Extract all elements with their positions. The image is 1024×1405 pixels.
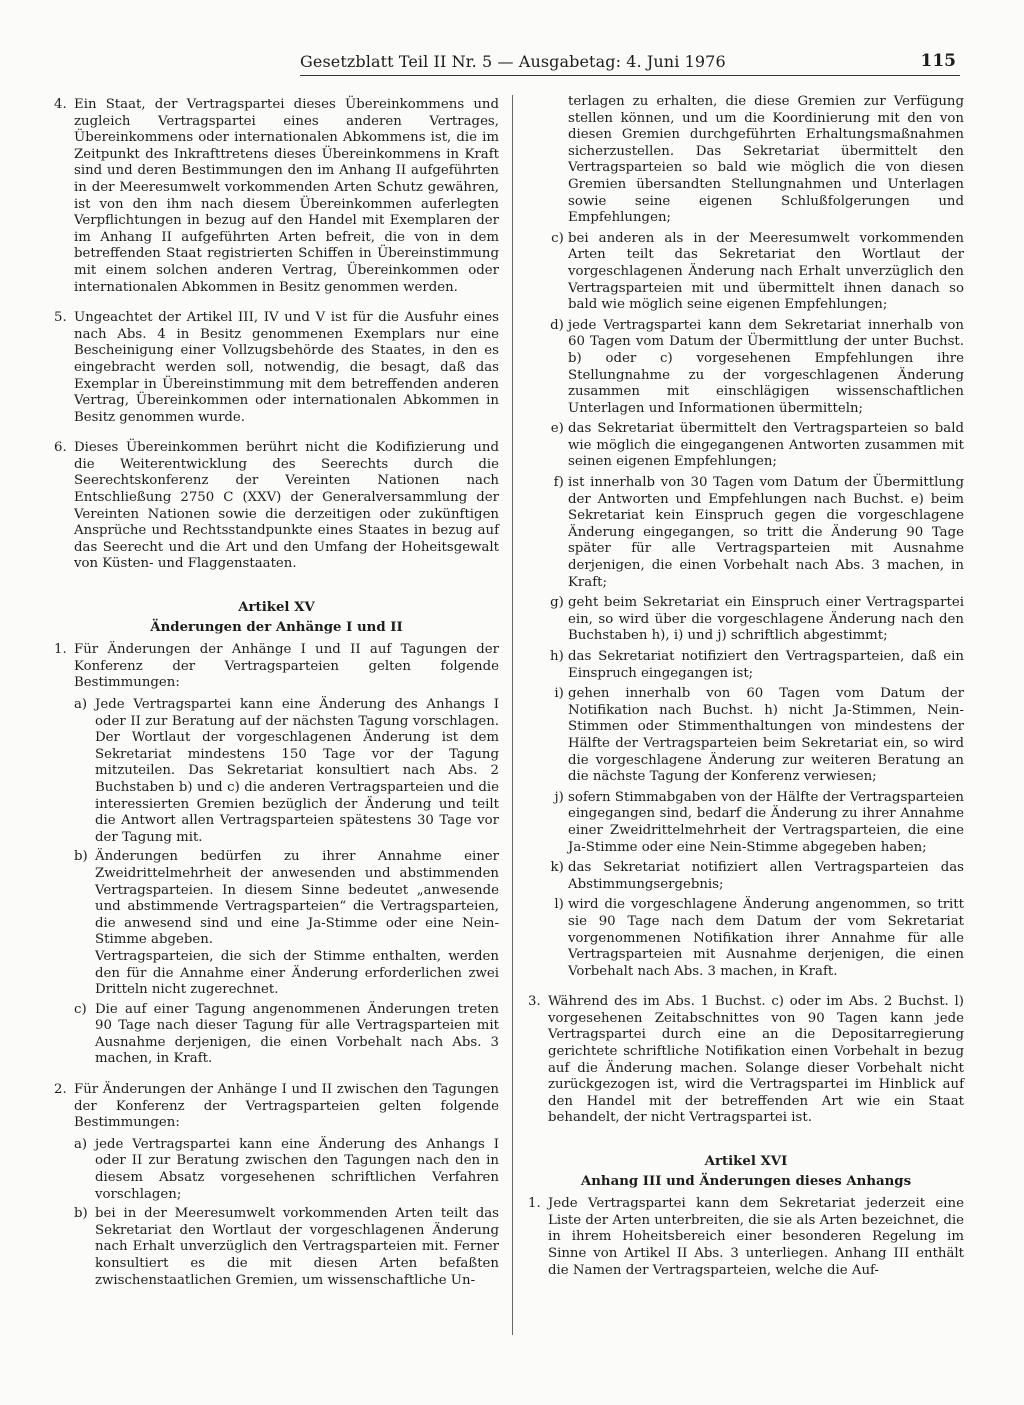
page-number: 115 (920, 51, 956, 71)
item-2i: i) gehen innerhalb von 60 Tagen vom Datum der Notifikation nach Buchst. h) nicht Ja-Stimmen, Nein-Stimmen oder Stimmenthaltungen von mindestens der Hälfte der Vertragsparteien beim Sekretariat ein, so wird die vorgeschlagene Änderung zur weiteren Beratung an die nächste Tagung der Konferenz verwiesen; (554, 686, 964, 785)
item-2c: c) bei anderen als in der Meeresumwelt vorkommenden Arten teilt das Sekretariat den Wortlaut der vorgeschlagenen Änderung nach Erhalt unverzüglich den Vertragsparteien mit und übermittelt ihnen danach so bald wie möglich seine eigenen Empfehlungen; (551, 230, 964, 313)
item-1a: a) Jede Vertragspartei kann eine Änderung des Anhangs I oder II zur Beratung auf der nächsten Tagung vorschlagen. Der Wortlaut der vorgeschlagenen Änderung ist dem Sekretariat mindestens 150 Tage vor der Tagung mitzuteilen. Das Sekretariat konsultiert nach Abs. 2 Buchstaben b) und c) die anderen Vertragsparteien und die interessierten Gremien bezüglich der Änderung und teilt die Antwort allen Vertragsparteien spätestens 30 Tage vor der Tagung mit. (74, 697, 499, 845)
item-1c: c) Die auf einer Tagung angenommenen Änderungen treten 90 Tage nach dieser Tagung für alle Vertragsparteien mit Ausnahme derjenigen, die einen Vorbehalt nach Abs. 3 machen, in Kraft. (74, 1001, 499, 1067)
item-2g: g) geht beim Sekretariat ein Einspruch einer Vertragspartei ein, so wird über die vorgeschlagene Änderung nach den Buchstaben h), i) und j) schriftlich abgestimmt; (550, 595, 964, 644)
article-15-subtitle: Änderungen der Anhänge I und II (150, 619, 403, 635)
item-2h: h) das Sekretariat notifiziert den Vertragsparteien, daß ein Einspruch eingegangen ist; (550, 649, 964, 681)
item-2k: k) das Sekretariat notifiziert allen Vertragsparteien das Abstimmungsergebnis; (550, 860, 964, 892)
item-2j: j) sofern Stimmabgaben von der Hälfte der Vertragsparteien eingegangen sind, bedarf die Änderung zu ihrer Annahme einer Zweidrittelmehrheit der Vertragsparteien, die eine Ja-Stimme oder eine Nein-Stimme abgegeben haben; (554, 789, 964, 855)
article-15-paragraph-1: 1. Für Änderungen der Anhänge I und II auf Tagungen der Konferenz der Vertragsparteien gelten folgende Bestimmungen: (54, 642, 499, 691)
header-title: Gesetzblatt Teil II Nr. 5 — Ausgabetag: 4. Juni 1976 (300, 52, 726, 71)
item-2f: f) ist innerhalb von 30 Tagen vom Datum der Übermittlung der Antworten und Empfehlungen nach Buchst. e) beim Sekretariat kein Einspruch gegen die vorgeschlagene Änderung eingegangen, so tritt die Änderung 90 Tage später für alle Vertragsparteien mit Ausnahme derjenigen, die einen Vorbehalt nach Abs. 3 machen, in Kraft; (553, 475, 964, 590)
column-divider (512, 95, 513, 1335)
item-1b: b) Änderungen bedürfen zu ihrer Annahme einer Zweidrittelmehrheit der anwesenden und abstimmenden Vertragsparteien. In diesem Sinne bedeutet „anwesende und abstimmende Vertragsparteien“ die Vertragsparteien, die anwesend sind und eine Ja-Stimme oder eine Nein-Stimme abgeben. (74, 849, 499, 948)
paragraph-4: 4. Ein Staat, der Vertragspartei dieses Übereinkommens und zugleich Vertragspartei eines anderen Vertrages, Übereinkommens oder internationalen Abkommens ist, die im Zeitpunkt des Inkrafttretens dieses Übereinkommens in Kraft sind und deren Bestimmungen den im Anhang II aufgeführten in der Meeresumwelt vorkommenden Arten Schutz gewähren, ist von den ihm nach diesem Übereinkommen auferlegten Verpflichtungen in bezug auf den Handel mit Exemplaren der im Anhang II aufgeführten Arten befreit, die von in dem betreffenden Staat registrierten Schiffen in Übereinstimmung mit einem solchen anderen Vertrag, Übereinkommen oder internationalen Abkommen in Besitz genommen werden. (54, 97, 499, 295)
item-2e: e) das Sekretariat übermittelt den Vertragsparteien so bald wie möglich die eingegangenen Antworten zusammen mit seinen eigenen Empfehlungen; (550, 421, 964, 470)
paragraph-5: 5. Ungeachtet der Artikel III, IV und V ist für die Ausfuhr eines nach Abs. 4 in Besitz genommenen Exemplars nur eine Bescheinigung einer Vollzugsbehörde des Staates, in den es eingebracht werden soll, notwendig, die besagt, daß das Exemplar in Übereinstimmung mit dem betreffenden anderen Vertrag, Übereinkommen oder internationalen Abkommen in Besitz genommen wurde. (54, 310, 499, 425)
left-column (54, 94, 499, 1289)
item-2a: a) jede Vertragspartei kann eine Änderung des Anhangs I oder II zur Beratung zwischen den Tagungen nach den in diesem Absatz vorgesehenen schriftlichen Verfahren vorschlagen; (74, 1136, 499, 1202)
item-1b-continuation: Vertragsparteien, die sich der Stimme enthalten, werden den für die Annahme einer Änderung erforderlichen zwei Dritteln nicht zugerechnet. (95, 948, 499, 998)
article-16-subtitle: Anhang III und Änderungen dieses Anhangs (580, 1173, 912, 1189)
page-header (300, 49, 960, 76)
paragraph-6: 6. Dieses Übereinkommen berührt nicht die Kodifizierung und die Weiterentwicklung des Seerechts durch die Seerechtskonferenz der Vereinten Nationen nach Entschließung 2750 C (XXV) der Generalversammlung der Vereinten Nationen sowie die derzeitigen oder zukünftigen Ansprüche und Rechtsstandpunkte eines Staates in bezug auf das Seerecht und die Art und den Umfang der Hoheitsgewalt von Küsten- und Flaggenstaaten. (54, 440, 499, 572)
article-15-title: Artikel XV (238, 600, 315, 616)
article-16-title: Artikel XVI (704, 1154, 788, 1170)
article-15-paragraph-3: 3. Während des im Abs. 1 Buchst. c) oder im Abs. 2 Buchst. l) vorgesehenen Zeitabschnittes von 90 Tagen kann jede Vertragspartei durch eine an die Depositarregierung gerichtete schriftliche Notifikation einen Vorbehalt in bezug auf die Änderung machen. Solange dieser Vorbehalt nicht zurückgezogen ist, wird die Vertragspartei im Hinblick auf den Handel mit der betreffenden Art wie ein Staat behandelt, der nicht Vertragspartei ist. (528, 994, 964, 1126)
item-2d: d) jede Vertragspartei kann dem Sekretariat innerhalb von 60 Tagen vom Datum der Übermittlung der unter Buchst. b) oder c) vorgesehenen Empfehlungen ihre Stellungnahme zu der vorgeschlagenen Änderung zusammen mit einschlägigen wissenschaftlichen Unterlagen und Informationen übermitteln; (550, 317, 964, 416)
item-2b: b) bei in der Meeresumwelt vorkommenden Arten teilt das Sekretariat den Wortlaut der vorgeschlagenen Änderung nach Erhalt unverzüglich den Vertragsparteien mit. Ferner konsultiert es die mit diesen Arten befaßten zwischenstaatlichen Gremien, um wissenschaftliche Un- (74, 1206, 499, 1288)
right-column (528, 94, 964, 1279)
item-2l: l) wird die vorgeschlagene Änderung angenommen, so tritt sie 90 Tage nach dem Datum der vom Sekretariat vorgenommenen Notifikation ihrer Annahme für alle Vertragsparteien mit Ausnahme derjenigen, die einen Vorbehalt nach Abs. 3 machen, in Kraft. (554, 897, 964, 979)
item-2b-continuation: terlagen zu erhalten, die diese Gremien zur Verfügung stellen können, und um die Koordinierung mit den von diesen Gremien durchgeführten Erhaltungsmaßnahmen sicherzustellen. Das Sekretariat übermittelt den Vertragsparteien so bald wie möglich die von diesen Gremien übersandten Stellungnahmen und Unterlagen sowie seine eigenen Schlußfolgerungen und Empfehlungen; (568, 94, 964, 226)
article-15-paragraph-2: 2. Für Änderungen der Anhänge I und II zwischen den Tagungen der Konferenz der Vertragsparteien gelten folgende Bestimmungen: (54, 1082, 499, 1131)
article-16-paragraph-1: 1. Jede Vertragspartei kann dem Sekretariat jederzeit eine Liste der Arten unterbreiten, die sie als Arten bezeichnet, die in ihrem Hoheitsbereich einer besonderen Regelung im Sinne von Artikel II Abs. 3 unterliegen. Anhang III enthält die Namen der Vertragsparteien, welche die Auf- (528, 1196, 964, 1278)
